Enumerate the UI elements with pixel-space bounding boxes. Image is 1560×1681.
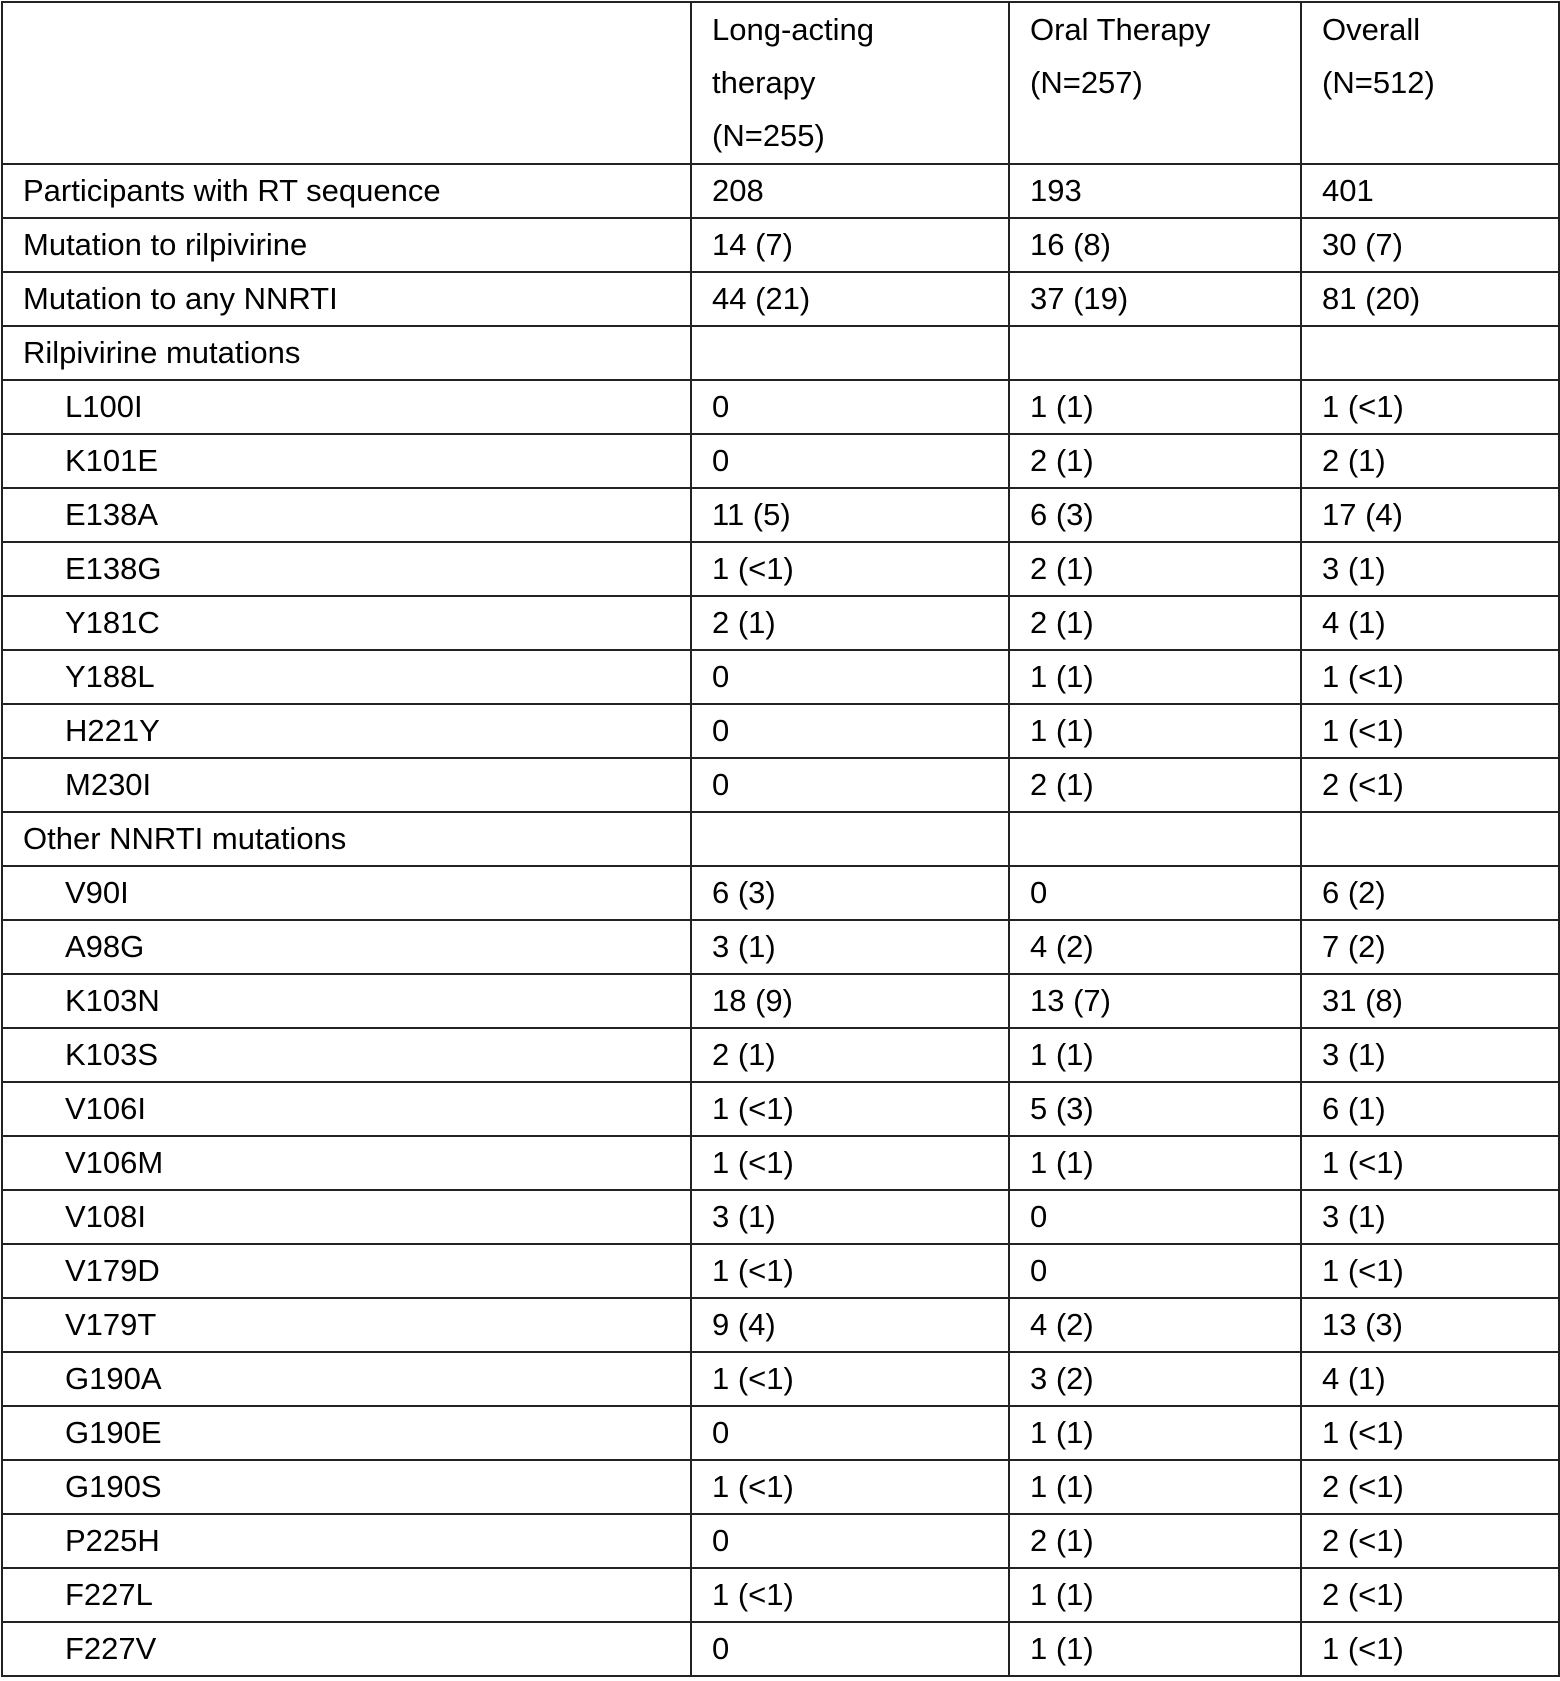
cell-overall: 3 (1) <box>1301 1190 1559 1244</box>
cell-long-acting: 44 (21) <box>691 272 1009 326</box>
cell-oral: 1 (1) <box>1009 380 1301 434</box>
row-label: G190S <box>2 1460 691 1514</box>
cell-overall: 17 (4) <box>1301 488 1559 542</box>
table-row <box>2 1460 1559 1514</box>
cell-oral: 6 (3) <box>1009 488 1301 542</box>
table-row <box>2 758 1559 812</box>
table-row <box>2 1136 1559 1190</box>
table-row <box>2 1028 1559 1082</box>
row-label: K101E <box>2 434 691 488</box>
row-label: P225H <box>2 1514 691 1568</box>
row-label: F227L <box>2 1568 691 1622</box>
cell-overall: 2 (<1) <box>1301 1514 1559 1568</box>
cell-overall: 1 (<1) <box>1301 650 1559 704</box>
row-label: V179D <box>2 1244 691 1298</box>
header-blank <box>2 2 691 164</box>
mutation-table <box>1 1 1560 1677</box>
cell-oral: 2 (1) <box>1009 758 1301 812</box>
cell-long-acting: 208 <box>691 164 1009 218</box>
cell-long-acting: 1 (<1) <box>691 1568 1009 1622</box>
cell-oral: 16 (8) <box>1009 218 1301 272</box>
cell-oral: 1 (1) <box>1009 650 1301 704</box>
table-row <box>2 812 1559 866</box>
row-label: Participants with RT sequence <box>2 164 691 218</box>
cell-long-acting: 1 (<1) <box>691 1352 1009 1406</box>
table-row <box>2 488 1559 542</box>
row-label: V108I <box>2 1190 691 1244</box>
row-label: Rilpivirine mutations <box>2 326 691 380</box>
cell-long-acting: 0 <box>691 758 1009 812</box>
cell-long-acting: 0 <box>691 380 1009 434</box>
cell-oral: 4 (2) <box>1009 920 1301 974</box>
cell-overall: 13 (3) <box>1301 1298 1559 1352</box>
row-label: V106I <box>2 1082 691 1136</box>
cell-overall: 3 (1) <box>1301 1028 1559 1082</box>
cell-oral: 2 (1) <box>1009 596 1301 650</box>
table-row <box>2 326 1559 380</box>
cell-oral: 5 (3) <box>1009 1082 1301 1136</box>
cell-oral: 2 (1) <box>1009 542 1301 596</box>
cell-oral: 193 <box>1009 164 1301 218</box>
cell-overall: 4 (1) <box>1301 596 1559 650</box>
row-label: Y188L <box>2 650 691 704</box>
header-overall: Overall (N=512) <box>1301 2 1559 164</box>
table-row <box>2 380 1559 434</box>
row-label: F227V <box>2 1622 691 1676</box>
cell-long-acting: 1 (<1) <box>691 1244 1009 1298</box>
cell-long-acting <box>691 812 1009 866</box>
cell-overall: 7 (2) <box>1301 920 1559 974</box>
cell-long-acting: 3 (1) <box>691 920 1009 974</box>
row-label: E138A <box>2 488 691 542</box>
row-label: V179T <box>2 1298 691 1352</box>
table-row <box>2 650 1559 704</box>
table-row <box>2 542 1559 596</box>
cell-oral: 2 (1) <box>1009 434 1301 488</box>
row-label: Mutation to rilpivirine <box>2 218 691 272</box>
cell-long-acting: 2 (1) <box>691 596 1009 650</box>
cell-oral: 1 (1) <box>1009 1406 1301 1460</box>
cell-overall: 1 (<1) <box>1301 704 1559 758</box>
cell-overall: 6 (2) <box>1301 866 1559 920</box>
cell-long-acting: 1 (<1) <box>691 542 1009 596</box>
table-row <box>2 1082 1559 1136</box>
table-row <box>2 1514 1559 1568</box>
header-oral: Oral Therapy (N=257) <box>1009 2 1301 164</box>
row-label: G190A <box>2 1352 691 1406</box>
cell-long-acting: 18 (9) <box>691 974 1009 1028</box>
cell-overall: 4 (1) <box>1301 1352 1559 1406</box>
cell-long-acting: 3 (1) <box>691 1190 1009 1244</box>
cell-long-acting: 6 (3) <box>691 866 1009 920</box>
table-row <box>2 920 1559 974</box>
row-label: V90I <box>2 866 691 920</box>
cell-long-acting: 0 <box>691 704 1009 758</box>
cell-oral: 13 (7) <box>1009 974 1301 1028</box>
cell-overall: 1 (<1) <box>1301 1136 1559 1190</box>
row-label: E138G <box>2 542 691 596</box>
cell-long-acting <box>691 326 1009 380</box>
row-label: V106M <box>2 1136 691 1190</box>
cell-long-acting: 1 (<1) <box>691 1460 1009 1514</box>
cell-oral: 1 (1) <box>1009 1622 1301 1676</box>
table-row <box>2 974 1559 1028</box>
cell-overall: 31 (8) <box>1301 974 1559 1028</box>
cell-oral <box>1009 812 1301 866</box>
cell-long-acting: 1 (<1) <box>691 1136 1009 1190</box>
cell-oral: 0 <box>1009 866 1301 920</box>
cell-overall <box>1301 326 1559 380</box>
cell-overall: 2 (<1) <box>1301 1460 1559 1514</box>
table-row <box>2 1352 1559 1406</box>
cell-long-acting: 9 (4) <box>691 1298 1009 1352</box>
cell-oral: 2 (1) <box>1009 1514 1301 1568</box>
table-body <box>2 164 1559 1676</box>
cell-oral: 3 (2) <box>1009 1352 1301 1406</box>
row-label: M230I <box>2 758 691 812</box>
table-row <box>2 164 1559 218</box>
cell-overall: 6 (1) <box>1301 1082 1559 1136</box>
row-label: L100I <box>2 380 691 434</box>
cell-long-acting: 14 (7) <box>691 218 1009 272</box>
cell-long-acting: 0 <box>691 650 1009 704</box>
row-label: A98G <box>2 920 691 974</box>
cell-long-acting: 2 (1) <box>691 1028 1009 1082</box>
cell-overall: 1 (<1) <box>1301 1406 1559 1460</box>
cell-overall: 2 (<1) <box>1301 1568 1559 1622</box>
header-long-acting: Long-acting therapy (N=255) <box>691 2 1009 164</box>
cell-long-acting: 0 <box>691 434 1009 488</box>
table-row <box>2 1298 1559 1352</box>
cell-oral: 1 (1) <box>1009 1136 1301 1190</box>
row-label: H221Y <box>2 704 691 758</box>
table-row <box>2 866 1559 920</box>
row-label: Other NNRTI mutations <box>2 812 691 866</box>
cell-oral: 1 (1) <box>1009 1460 1301 1514</box>
row-label: Mutation to any NNRTI <box>2 272 691 326</box>
cell-overall: 1 (<1) <box>1301 380 1559 434</box>
cell-oral: 1 (1) <box>1009 704 1301 758</box>
table-row <box>2 704 1559 758</box>
row-label: Y181C <box>2 596 691 650</box>
cell-oral: 1 (1) <box>1009 1568 1301 1622</box>
table-row <box>2 218 1559 272</box>
table-row <box>2 596 1559 650</box>
table-row <box>2 1244 1559 1298</box>
row-label: G190E <box>2 1406 691 1460</box>
cell-oral: 1 (1) <box>1009 1028 1301 1082</box>
cell-overall: 401 <box>1301 164 1559 218</box>
cell-long-acting: 11 (5) <box>691 488 1009 542</box>
row-label: K103S <box>2 1028 691 1082</box>
cell-oral: 0 <box>1009 1244 1301 1298</box>
cell-overall: 2 (<1) <box>1301 758 1559 812</box>
cell-overall: 1 (<1) <box>1301 1622 1559 1676</box>
cell-oral: 4 (2) <box>1009 1298 1301 1352</box>
table-row <box>2 1622 1559 1676</box>
cell-oral: 0 <box>1009 1190 1301 1244</box>
cell-overall: 3 (1) <box>1301 542 1559 596</box>
table-row <box>2 434 1559 488</box>
cell-overall: 30 (7) <box>1301 218 1559 272</box>
cell-long-acting: 1 (<1) <box>691 1082 1009 1136</box>
cell-oral <box>1009 326 1301 380</box>
table-row <box>2 1406 1559 1460</box>
cell-long-acting: 0 <box>691 1406 1009 1460</box>
cell-overall <box>1301 812 1559 866</box>
table-row <box>2 1568 1559 1622</box>
row-label: K103N <box>2 974 691 1028</box>
cell-overall: 2 (1) <box>1301 434 1559 488</box>
table-row <box>2 1190 1559 1244</box>
cell-long-acting: 0 <box>691 1514 1009 1568</box>
cell-oral: 37 (19) <box>1009 272 1301 326</box>
cell-overall: 81 (20) <box>1301 272 1559 326</box>
cell-overall: 1 (<1) <box>1301 1244 1559 1298</box>
cell-long-acting: 0 <box>691 1622 1009 1676</box>
header-row <box>2 2 1559 164</box>
table-row <box>2 272 1559 326</box>
